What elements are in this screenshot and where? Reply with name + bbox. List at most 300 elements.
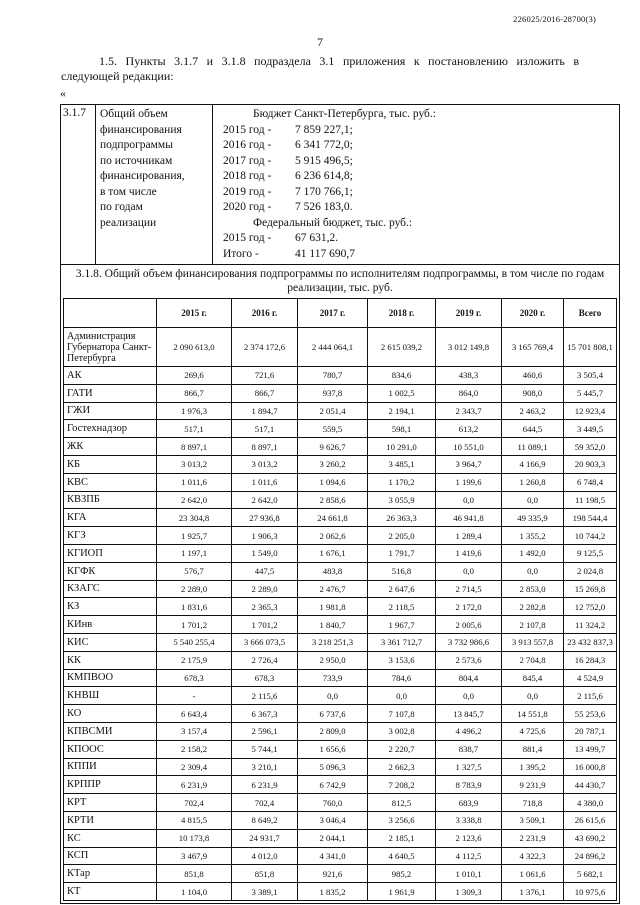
amount-cell: 26 615,6 bbox=[564, 811, 617, 829]
amount-cell: 2 615 039,2 bbox=[368, 328, 436, 367]
amount-cell: 804,4 bbox=[436, 669, 502, 687]
table-row bbox=[64, 705, 617, 723]
amount-cell: 1 961,9 bbox=[368, 883, 436, 901]
amount-cell: 0,0 bbox=[436, 562, 502, 580]
amount-cell: 2 194,1 bbox=[368, 402, 436, 420]
amount-cell: 6 737,6 bbox=[298, 705, 368, 723]
amount-cell: 864,0 bbox=[436, 384, 502, 402]
table-row bbox=[64, 509, 617, 527]
table-row bbox=[64, 562, 617, 580]
executor-name: КРТ bbox=[64, 794, 157, 812]
amount-cell: 46 941,8 bbox=[436, 509, 502, 527]
amount-cell: 838,7 bbox=[436, 740, 502, 758]
budget-year: 2017 год - bbox=[223, 154, 272, 167]
amount-cell: 1 376,1 bbox=[502, 883, 564, 901]
executor-name: ЖК bbox=[64, 438, 157, 456]
table-row bbox=[64, 455, 617, 473]
column-header: 2020 г. bbox=[502, 299, 564, 328]
budget-year: 2015 год - bbox=[223, 232, 272, 244]
amount-cell: 3 013,2 bbox=[232, 455, 298, 473]
amount-cell: 3 505,4 bbox=[564, 367, 617, 385]
amount-cell: 702,4 bbox=[232, 794, 298, 812]
amount-cell: 2 044,1 bbox=[298, 829, 368, 847]
budget-amount: 41 117 690,7 bbox=[295, 247, 355, 260]
amount-cell: 4 322,3 bbox=[502, 847, 564, 865]
amount-cell: 2 642,0 bbox=[157, 491, 232, 509]
amount-cell: 6 643,4 bbox=[157, 705, 232, 723]
amount-cell: 1 355,2 bbox=[502, 527, 564, 545]
amount-cell: 1 199,6 bbox=[436, 473, 502, 491]
amount-cell: 2 726,4 bbox=[232, 651, 298, 669]
amount-cell: 1 701,2 bbox=[157, 616, 232, 634]
amount-cell: 24 896,2 bbox=[564, 847, 617, 865]
amount-cell: 2 205,0 bbox=[368, 527, 436, 545]
executor-name: КВС bbox=[64, 473, 157, 491]
amount-cell: 1 967,7 bbox=[368, 616, 436, 634]
amount-cell: 1 011,6 bbox=[157, 473, 232, 491]
amount-cell: 0,0 bbox=[502, 687, 564, 705]
item-label-line: реализации bbox=[100, 216, 157, 229]
column-header: 2019 г. bbox=[436, 299, 502, 328]
amount-cell: 13 499,7 bbox=[564, 740, 617, 758]
amount-cell: 43 690,2 bbox=[564, 829, 617, 847]
executor-name: КВЗПБ bbox=[64, 491, 157, 509]
amount-cell: 1 395,2 bbox=[502, 758, 564, 776]
amount-cell: 3 666 073,5 bbox=[232, 633, 298, 651]
amount-cell: 12 923,4 bbox=[564, 402, 617, 420]
amount-cell: 20 787,1 bbox=[564, 722, 617, 740]
amount-cell: 3 012 149,8 bbox=[436, 328, 502, 367]
amount-cell: 9 626,7 bbox=[298, 438, 368, 456]
executor-name: КБ bbox=[64, 455, 157, 473]
executor-name: Администрация Губернатора Санкт-Петербурга bbox=[64, 328, 157, 367]
amount-cell: 3 485,1 bbox=[368, 455, 436, 473]
amount-cell: 1 419,6 bbox=[436, 544, 502, 562]
table-row bbox=[64, 328, 617, 367]
table-header-row bbox=[64, 299, 617, 328]
amount-cell: 4 341,0 bbox=[298, 847, 368, 865]
amount-cell: 866,7 bbox=[157, 384, 232, 402]
amount-cell: 1 170,2 bbox=[368, 473, 436, 491]
amount-cell: 2 115,6 bbox=[564, 687, 617, 705]
amount-cell: 3 260,2 bbox=[298, 455, 368, 473]
amount-cell: 269,6 bbox=[157, 367, 232, 385]
amount-cell: 1 701,2 bbox=[232, 616, 298, 634]
amount-cell: 2 282,8 bbox=[502, 598, 564, 616]
budget-amount: 6 341 772,0; bbox=[295, 139, 353, 151]
amount-cell: 937,8 bbox=[298, 384, 368, 402]
amount-cell: 1 894,7 bbox=[232, 402, 298, 420]
amount-cell: 1 791,7 bbox=[368, 544, 436, 562]
table-row bbox=[64, 740, 617, 758]
item-3-1-7-row bbox=[61, 105, 620, 265]
amount-cell: 2 662,3 bbox=[368, 758, 436, 776]
amount-cell: 2 175,9 bbox=[157, 651, 232, 669]
amount-cell: 2 573,6 bbox=[436, 651, 502, 669]
item-label-line: Общий объем bbox=[100, 108, 168, 120]
amount-cell: 0,0 bbox=[436, 687, 502, 705]
item-label-line: финансирования, bbox=[100, 170, 185, 182]
table-row bbox=[64, 669, 617, 687]
budget-year-row bbox=[223, 200, 615, 216]
budget-year: 2016 год - bbox=[223, 139, 272, 151]
table-row bbox=[64, 883, 617, 901]
executor-name: КПВСМИ bbox=[64, 722, 157, 740]
item-label-line: подпрограммы bbox=[100, 139, 173, 151]
amount-cell: 4 725,6 bbox=[502, 722, 564, 740]
amount-cell: 10 291,0 bbox=[368, 438, 436, 456]
item-3-1-8-row bbox=[61, 265, 620, 904]
table-row bbox=[64, 367, 617, 385]
executor-name: КСП bbox=[64, 847, 157, 865]
table-row bbox=[64, 687, 617, 705]
amount-cell: 1 309,3 bbox=[436, 883, 502, 901]
column-header: 2018 г. bbox=[368, 299, 436, 328]
amount-cell: 2 185,1 bbox=[368, 829, 436, 847]
amount-cell: 6 367,3 bbox=[232, 705, 298, 723]
table-row bbox=[64, 384, 617, 402]
amount-cell: 4 496,2 bbox=[436, 722, 502, 740]
amount-cell: 1 002,5 bbox=[368, 384, 436, 402]
table-row bbox=[64, 527, 617, 545]
executor-name: КТар bbox=[64, 865, 157, 883]
table-row bbox=[64, 794, 617, 812]
amount-cell: 559,5 bbox=[298, 420, 368, 438]
executor-name: КПООС bbox=[64, 740, 157, 758]
amount-cell: 6 231,9 bbox=[232, 776, 298, 794]
amount-cell: 3 210,1 bbox=[232, 758, 298, 776]
amount-cell: 20 903,3 bbox=[564, 455, 617, 473]
amount-cell: 985,2 bbox=[368, 865, 436, 883]
federal-budget-header: Федеральный бюджет, тыс. руб.: bbox=[253, 216, 413, 229]
amount-cell: 10 551,0 bbox=[436, 438, 502, 456]
executor-name: КО bbox=[64, 705, 157, 723]
amount-cell: 1 835,2 bbox=[298, 883, 368, 901]
amount-cell: 3 361 712,7 bbox=[368, 633, 436, 651]
item-label-line: финансирования bbox=[100, 123, 182, 136]
budget-year-row bbox=[223, 247, 615, 263]
executor-name: КРППР bbox=[64, 776, 157, 794]
amount-cell: 23 304,8 bbox=[157, 509, 232, 527]
amount-cell: 2 858,6 bbox=[298, 491, 368, 509]
amount-cell: 1 831,6 bbox=[157, 598, 232, 616]
table-row bbox=[64, 402, 617, 420]
amount-cell: 1 840,7 bbox=[298, 616, 368, 634]
amount-cell: 0,0 bbox=[502, 491, 564, 509]
amount-cell: 3 046,4 bbox=[298, 811, 368, 829]
amount-cell: 1 925,7 bbox=[157, 527, 232, 545]
amount-cell: 3 157,4 bbox=[157, 722, 232, 740]
amount-cell: 1 260,8 bbox=[502, 473, 564, 491]
amount-cell: 3 013,2 bbox=[157, 455, 232, 473]
amount-cell: 2 343,7 bbox=[436, 402, 502, 420]
executor-name: КГЗ bbox=[64, 527, 157, 545]
budget-year-row bbox=[223, 169, 615, 185]
executor-name: Гостехнадзор bbox=[64, 420, 157, 438]
amount-cell: 2 596,1 bbox=[232, 722, 298, 740]
amount-cell: 4 815,5 bbox=[157, 811, 232, 829]
budget-amount: 7 859 227,1; bbox=[295, 123, 353, 136]
table-row bbox=[64, 598, 617, 616]
budget-year-row bbox=[223, 185, 615, 201]
amount-cell: 866,7 bbox=[232, 384, 298, 402]
amount-cell: 3 218 251,3 bbox=[298, 633, 368, 651]
amount-cell: 0,0 bbox=[298, 687, 368, 705]
opening-quote: « bbox=[60, 86, 66, 100]
amount-cell: 447,5 bbox=[232, 562, 298, 580]
amount-cell: 3 964,7 bbox=[436, 455, 502, 473]
amount-cell: 3 153,6 bbox=[368, 651, 436, 669]
executor-name: КГФК bbox=[64, 562, 157, 580]
item-3-1-8-heading: 3.1.8. Общий объем финансирования подпрограммы по исполнителям подпрограммы, в том числе по годам реализации, тыс. руб. bbox=[75, 268, 605, 294]
amount-cell: 1 549,0 bbox=[232, 544, 298, 562]
amount-cell: 834,6 bbox=[368, 367, 436, 385]
amount-cell: 8 897,1 bbox=[157, 438, 232, 456]
amount-cell: 780,7 bbox=[298, 367, 368, 385]
amount-cell: 3 509,1 bbox=[502, 811, 564, 829]
budget-year-row bbox=[223, 123, 615, 139]
amount-cell: 24 661,8 bbox=[298, 509, 368, 527]
page-number: 7 bbox=[317, 35, 323, 49]
amount-cell: 2 950,0 bbox=[298, 651, 368, 669]
amount-cell: 3 467,9 bbox=[157, 847, 232, 865]
amount-cell: 908,0 bbox=[502, 384, 564, 402]
amount-cell: 483,8 bbox=[298, 562, 368, 580]
executor-name: КГИОП bbox=[64, 544, 157, 562]
item-label-line: в том числе bbox=[100, 185, 157, 198]
table-row bbox=[64, 829, 617, 847]
amount-cell: 11 198,5 bbox=[564, 491, 617, 509]
intro-paragraph: 1.5. Пункты 3.1.7 и 3.1.8 подраздела 3.1 приложения к постановлению изложить в следующей редакции: bbox=[61, 54, 579, 83]
budget-amount: 7 526 183,0. bbox=[295, 201, 353, 213]
amount-cell: 8 649,2 bbox=[232, 811, 298, 829]
amount-cell: 1 492,0 bbox=[502, 544, 564, 562]
table-row bbox=[64, 633, 617, 651]
amount-cell: 2 123,6 bbox=[436, 829, 502, 847]
amount-cell: 0,0 bbox=[502, 562, 564, 580]
budget-year-row bbox=[223, 138, 615, 154]
amount-cell: 438,3 bbox=[436, 367, 502, 385]
amount-cell: 10 744,2 bbox=[564, 527, 617, 545]
table-row bbox=[64, 865, 617, 883]
amount-cell: 2 090 613,0 bbox=[157, 328, 232, 367]
amount-cell: 678,3 bbox=[232, 669, 298, 687]
amount-cell: 2 647,6 bbox=[368, 580, 436, 598]
amount-cell: 2 107,8 bbox=[502, 616, 564, 634]
amount-cell: 644,5 bbox=[502, 420, 564, 438]
amount-cell: 44 430,7 bbox=[564, 776, 617, 794]
column-header: 2016 г. bbox=[232, 299, 298, 328]
amount-cell: 2 476,7 bbox=[298, 580, 368, 598]
item-label bbox=[96, 105, 213, 265]
amount-cell: 6 742,9 bbox=[298, 776, 368, 794]
amount-cell: 517,1 bbox=[157, 420, 232, 438]
amount-cell: 517,1 bbox=[232, 420, 298, 438]
amount-cell: 24 931,7 bbox=[232, 829, 298, 847]
amount-cell: 2 642,0 bbox=[232, 491, 298, 509]
document-number: 226025/2016-28700(3) bbox=[513, 14, 596, 24]
amount-cell: 3 389,1 bbox=[232, 883, 298, 901]
budget-amount: 67 631,2. bbox=[295, 232, 339, 244]
amount-cell: 683,9 bbox=[436, 794, 502, 812]
amount-cell: 23 432 837,3 bbox=[564, 633, 617, 651]
amount-cell: 2 809,0 bbox=[298, 722, 368, 740]
financing-table bbox=[63, 298, 617, 901]
amount-cell: 1 676,1 bbox=[298, 544, 368, 562]
amount-cell: 1 906,3 bbox=[232, 527, 298, 545]
budget-year: 2019 год - bbox=[223, 185, 272, 198]
table-row bbox=[64, 722, 617, 740]
table-row bbox=[64, 544, 617, 562]
amount-cell: 784,6 bbox=[368, 669, 436, 687]
column-header: 2017 г. bbox=[298, 299, 368, 328]
amount-cell: 1 981,8 bbox=[298, 598, 368, 616]
amount-cell: 2 172,0 bbox=[436, 598, 502, 616]
amount-cell: 14 551,8 bbox=[502, 705, 564, 723]
amount-cell: 4 640,5 bbox=[368, 847, 436, 865]
executor-name: КС bbox=[64, 829, 157, 847]
table-row bbox=[64, 758, 617, 776]
executor-name: АК bbox=[64, 367, 157, 385]
amount-cell: 1 061,6 bbox=[502, 865, 564, 883]
amount-cell: 576,7 bbox=[157, 562, 232, 580]
amount-cell: 1 094,6 bbox=[298, 473, 368, 491]
table-row bbox=[64, 811, 617, 829]
amount-cell: 3 165 769,4 bbox=[502, 328, 564, 367]
item-values bbox=[213, 105, 620, 265]
amount-cell: 11 324,2 bbox=[564, 616, 617, 634]
table-row bbox=[64, 847, 617, 865]
amount-cell: 6 231,9 bbox=[157, 776, 232, 794]
amount-cell: 2 374 172,6 bbox=[232, 328, 298, 367]
executor-name: КТ bbox=[64, 883, 157, 901]
amount-cell: 3 002,8 bbox=[368, 722, 436, 740]
amount-cell: 2 024,8 bbox=[564, 562, 617, 580]
executor-name: КМПВОО bbox=[64, 669, 157, 687]
budget-year-row bbox=[223, 231, 615, 247]
amount-cell: 16 000,8 bbox=[564, 758, 617, 776]
amount-cell: 5 445,7 bbox=[564, 384, 617, 402]
amount-cell: 851,8 bbox=[232, 865, 298, 883]
amount-cell: 2 444 064,1 bbox=[298, 328, 368, 367]
amount-cell: 921,6 bbox=[298, 865, 368, 883]
amount-cell: 5 540 255,4 bbox=[157, 633, 232, 651]
amount-cell: 2 220,7 bbox=[368, 740, 436, 758]
amount-cell: 598,1 bbox=[368, 420, 436, 438]
amount-cell: 7 208,2 bbox=[368, 776, 436, 794]
amount-cell: 198 544,4 bbox=[564, 509, 617, 527]
amount-cell: 460,6 bbox=[502, 367, 564, 385]
amount-cell: 1 011,6 bbox=[232, 473, 298, 491]
budget-amount: 5 915 496,5; bbox=[295, 154, 353, 167]
amount-cell: 4 380,0 bbox=[564, 794, 617, 812]
amount-cell: 11 089,1 bbox=[502, 438, 564, 456]
amount-cell: 881,4 bbox=[502, 740, 564, 758]
amount-cell: 7 107,8 bbox=[368, 705, 436, 723]
amount-cell: 5 096,3 bbox=[298, 758, 368, 776]
amount-cell: 4 166,9 bbox=[502, 455, 564, 473]
amount-cell: 8 897,1 bbox=[232, 438, 298, 456]
table-row bbox=[64, 776, 617, 794]
item-label-line: по источникам bbox=[100, 154, 173, 167]
amount-cell: 0,0 bbox=[436, 491, 502, 509]
budget-amount: 6 236 614,8; bbox=[295, 170, 353, 182]
amount-cell: 3 338,8 bbox=[436, 811, 502, 829]
amount-cell: 3 732 986,6 bbox=[436, 633, 502, 651]
subsection-table bbox=[60, 104, 620, 904]
column-header bbox=[64, 299, 157, 328]
amount-cell: - bbox=[157, 687, 232, 705]
amount-cell: 5 744,1 bbox=[232, 740, 298, 758]
amount-cell: 1 289,4 bbox=[436, 527, 502, 545]
amount-cell: 1 327,5 bbox=[436, 758, 502, 776]
budget-year: 2018 год - bbox=[223, 170, 272, 182]
amount-cell: 2 289,0 bbox=[232, 580, 298, 598]
amount-cell: 2 704,8 bbox=[502, 651, 564, 669]
amount-cell: 2 309,4 bbox=[157, 758, 232, 776]
amount-cell: 2 005,6 bbox=[436, 616, 502, 634]
amount-cell: 2 051,4 bbox=[298, 402, 368, 420]
amount-cell: 2 365,3 bbox=[232, 598, 298, 616]
item-number: 3.1.7 bbox=[61, 105, 96, 265]
budget-year: 2015 год - bbox=[223, 123, 272, 136]
budget-year-row bbox=[223, 154, 615, 170]
amount-cell: 4 112,5 bbox=[436, 847, 502, 865]
amount-cell: 516,8 bbox=[368, 562, 436, 580]
budget-amount: 7 170 766,1; bbox=[295, 185, 353, 198]
table-row bbox=[64, 616, 617, 634]
amount-cell: 4 012,0 bbox=[232, 847, 298, 865]
amount-cell: 15 269,8 bbox=[564, 580, 617, 598]
table-row bbox=[64, 473, 617, 491]
amount-cell: 4 524,9 bbox=[564, 669, 617, 687]
amount-cell: 760,0 bbox=[298, 794, 368, 812]
executor-name: КЗ bbox=[64, 598, 157, 616]
amount-cell: 2 118,5 bbox=[368, 598, 436, 616]
amount-cell: 59 352,0 bbox=[564, 438, 617, 456]
amount-cell: 55 253,6 bbox=[564, 705, 617, 723]
amount-cell: 2 463,2 bbox=[502, 402, 564, 420]
item-label-line: по годам bbox=[100, 201, 143, 213]
amount-cell: 733,9 bbox=[298, 669, 368, 687]
table-row bbox=[64, 438, 617, 456]
executor-name: КРТИ bbox=[64, 811, 157, 829]
amount-cell: 2 158,2 bbox=[157, 740, 232, 758]
executor-name: КППИ bbox=[64, 758, 157, 776]
amount-cell: 845,4 bbox=[502, 669, 564, 687]
executor-name: КК bbox=[64, 651, 157, 669]
amount-cell: 16 284,3 bbox=[564, 651, 617, 669]
budget-year: Итого - bbox=[223, 247, 259, 260]
amount-cell: 718,8 bbox=[502, 794, 564, 812]
executor-name: КГА bbox=[64, 509, 157, 527]
amount-cell: 851,8 bbox=[157, 865, 232, 883]
amount-cell: 6 748,4 bbox=[564, 473, 617, 491]
table-row bbox=[64, 651, 617, 669]
amount-cell: 613,2 bbox=[436, 420, 502, 438]
amount-cell: 49 335,9 bbox=[502, 509, 564, 527]
executor-name: КЗАГС bbox=[64, 580, 157, 598]
amount-cell: 15 701 808,1 bbox=[564, 328, 617, 367]
amount-cell: 26 363,3 bbox=[368, 509, 436, 527]
amount-cell: 10 173,8 bbox=[157, 829, 232, 847]
amount-cell: 2 289,0 bbox=[157, 580, 232, 598]
amount-cell: 1 010,1 bbox=[436, 865, 502, 883]
budget-year: 2020 год - bbox=[223, 201, 272, 213]
table-row bbox=[64, 580, 617, 598]
amount-cell: 12 752,0 bbox=[564, 598, 617, 616]
amount-cell: 721,6 bbox=[232, 367, 298, 385]
